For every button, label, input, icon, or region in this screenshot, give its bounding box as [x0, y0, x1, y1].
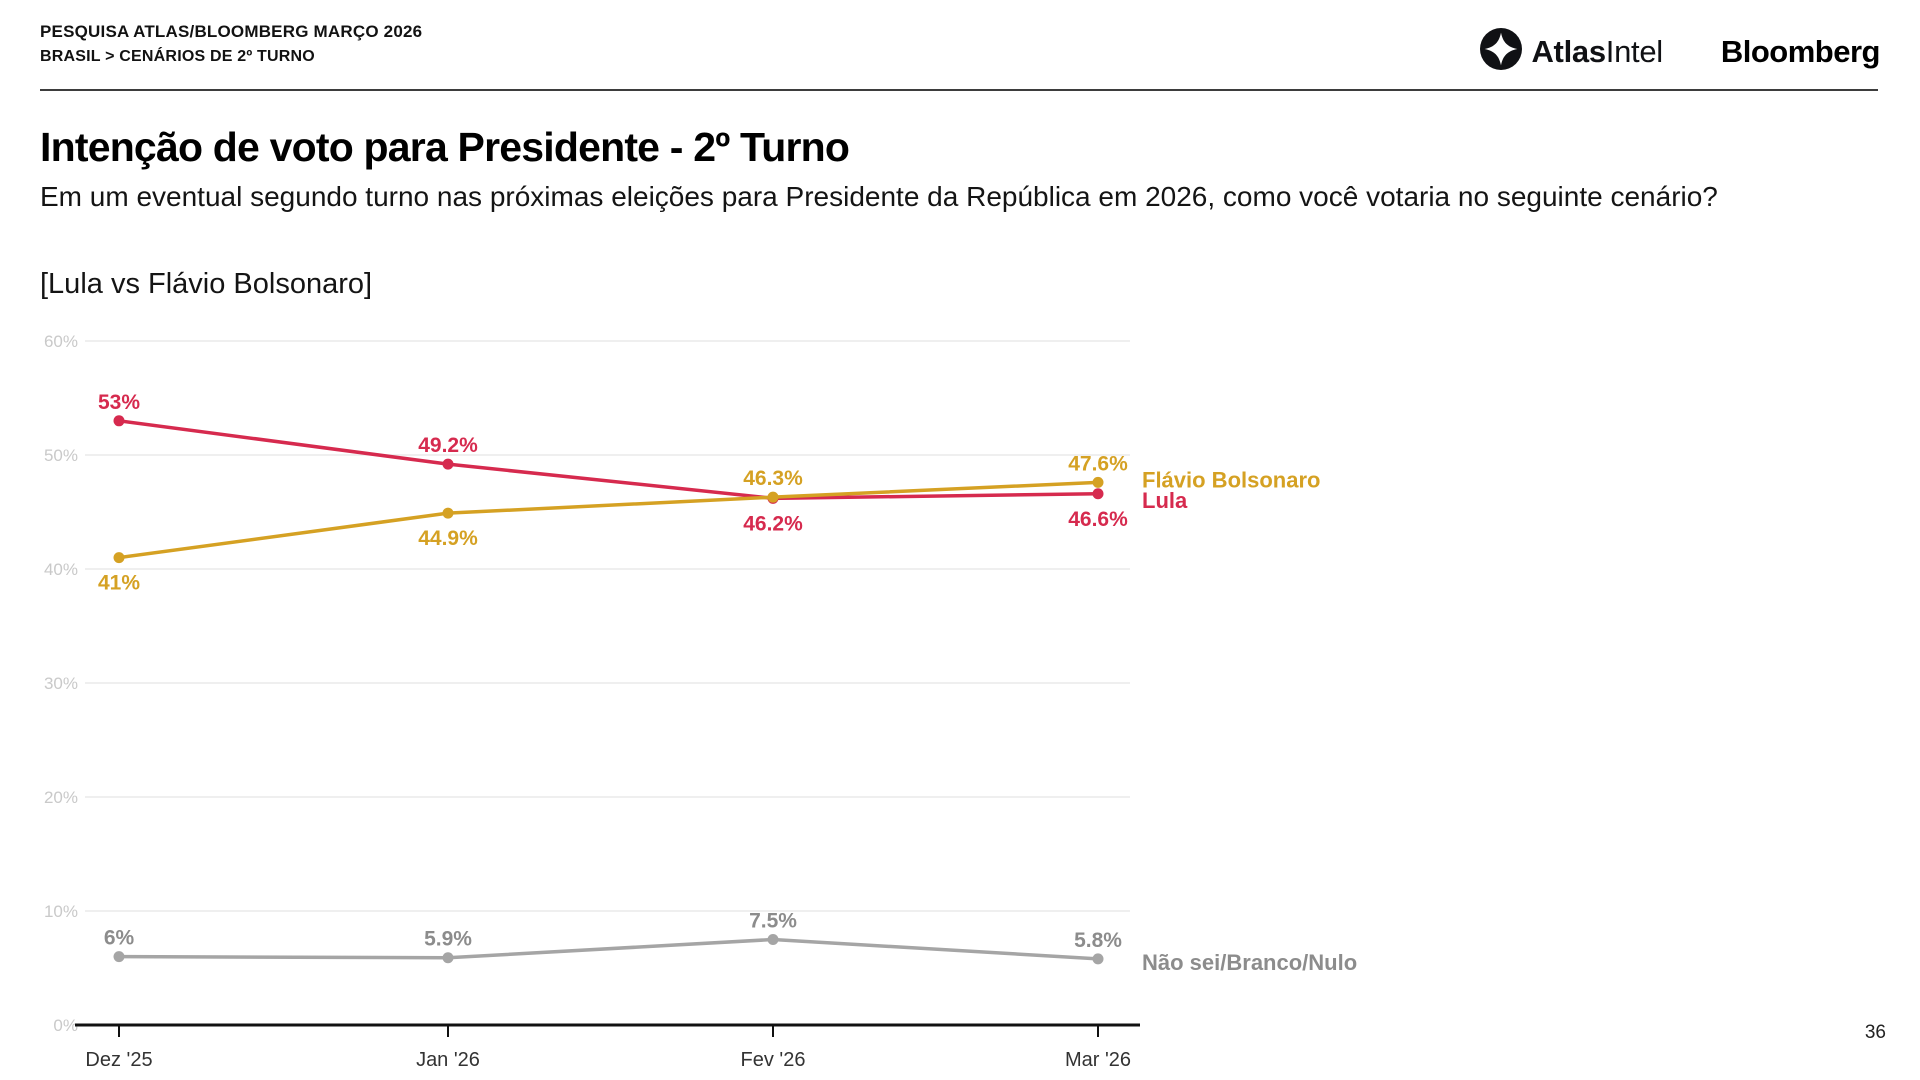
y-tick-label: 20% — [43, 788, 78, 807]
breadcrumb: BRASIL > CENÁRIOS DE 2º TURNO — [40, 47, 315, 65]
data-point-n-o-sei-branco-nulo — [1093, 953, 1104, 964]
data-point-n-o-sei-branco-nulo — [768, 934, 779, 945]
x-tick-label: Fev '26 — [740, 1049, 806, 1071]
scenario-label: [Lula vs Flávio Bolsonaro] — [40, 268, 373, 300]
data-point-n-o-sei-branco-nulo — [443, 952, 454, 963]
data-point-lula — [1093, 488, 1104, 499]
series-label-lula: Lula — [1142, 487, 1188, 513]
page-title: Intenção de voto para Presidente - 2º Turno — [40, 124, 850, 170]
x-tick-label: Dez '25 — [85, 1049, 153, 1071]
data-point-fl-vio-bolsonaro — [443, 508, 454, 519]
bloomberg-logo: Bloomberg — [1720, 33, 1880, 69]
question-text: Em um eventual segundo turno nas próximas eleições para Presidente da República em 2026, como você votaria no seguinte cenário? — [40, 181, 1718, 212]
value-label-lula: 49.2% — [418, 434, 478, 458]
data-point-n-o-sei-branco-nulo — [114, 951, 125, 962]
value-label-fl-vio-bolsonaro: 41% — [97, 571, 141, 595]
series-line-lula — [119, 421, 1098, 499]
value-label-fl-vio-bolsonaro: 44.9% — [418, 527, 478, 551]
data-point-fl-vio-bolsonaro — [114, 552, 125, 563]
data-point-fl-vio-bolsonaro — [768, 492, 779, 503]
page-number: 36 — [1864, 1022, 1886, 1043]
series-label-n-o-sei-branco-nulo: Não sei/Branco/Nulo — [1142, 949, 1358, 975]
data-point-fl-vio-bolsonaro — [1093, 477, 1104, 488]
y-tick-label: 0% — [53, 1016, 78, 1035]
value-label-fl-vio-bolsonaro: 47.6% — [1068, 452, 1128, 476]
y-tick-label: 40% — [43, 560, 78, 579]
value-label-fl-vio-bolsonaro: 46.3% — [743, 467, 803, 491]
data-point-lula — [443, 459, 454, 470]
series-line-n-o-sei-branco-nulo — [119, 940, 1098, 959]
x-tick-label: Jan '26 — [416, 1049, 480, 1071]
survey-name: PESQUISA ATLAS/BLOOMBERG MARÇO 2026 — [40, 22, 423, 41]
value-label-lula: 46.6% — [1068, 507, 1128, 531]
x-tick-label: Mar '26 — [1064, 1049, 1132, 1071]
y-tick-label: 50% — [43, 446, 78, 465]
y-tick-label: 10% — [43, 902, 78, 921]
atlasintel-wordmark-light: Intel — [1605, 33, 1663, 69]
series-label-fl-vio-bolsonaro: Flávio Bolsonaro — [1142, 467, 1321, 493]
atlasintel-wordmark-bold: Atlas — [1531, 33, 1606, 69]
data-point-lula — [114, 415, 125, 426]
value-label-n-o-sei-branco-nulo: 5.8% — [1074, 928, 1122, 952]
value-label-n-o-sei-branco-nulo: 5.9% — [424, 927, 472, 951]
value-label-lula: 53% — [97, 390, 141, 414]
y-tick-label: 30% — [43, 674, 78, 693]
value-label-n-o-sei-branco-nulo: 7.5% — [749, 909, 797, 933]
value-label-lula: 46.2% — [743, 512, 803, 536]
value-label-n-o-sei-branco-nulo: 6% — [103, 926, 135, 950]
y-tick-label: 60% — [43, 332, 78, 351]
series-line-fl-vio-bolsonaro — [119, 482, 1098, 557]
